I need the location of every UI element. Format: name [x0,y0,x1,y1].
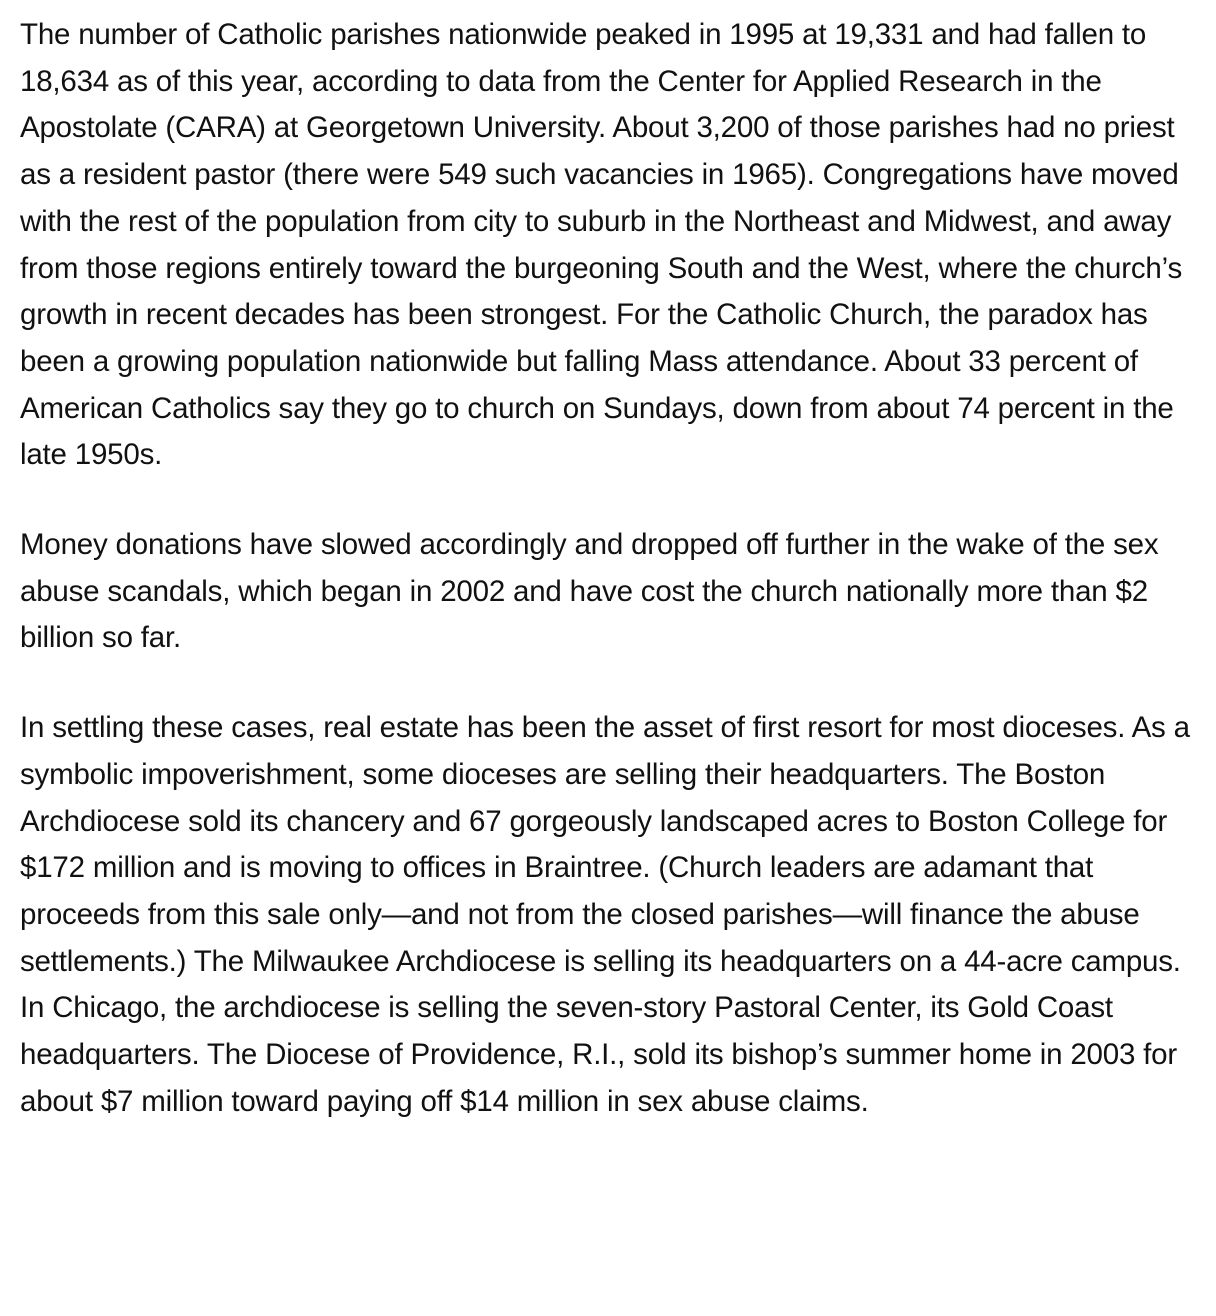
paragraph-parish-decline: The number of Catholic parishes nationwide peaked in 1995 at 19,331 and had fallen to 18,634 as of this year, according to data from the Center for Applied Research in the Apostolate (CARA) at Georgetown University. About 3,200 of those parishes had no priest as a resident pastor (there were 549 such vacancies in 1965). Congregations have moved with the rest of the population from city to suburb in the Northeast and Midwest, and away from those regions entirely toward the burgeoning South and the West, where the church’s growth in recent decades has been strongest. For the Catholic Church, the paradox has been a growing population nationwide but falling Mass attendance. About 33 percent of American Catholics say they go to church on Sundays, down from about 74 percent in the late 1950s. [20,18,1182,472]
paragraph-donations: Money donations have slowed accordingly and dropped off further in the wake of the sex abuse scandals, which began in 2002 and have cost the church nationally more than $2 billion so far. [20,528,1159,655]
paragraph-real-estate-sales: In settling these cases, real estate has been the asset of first resort for most dioceses. As a symbolic impoverishment, some dioceses are selling their headquarters. The Boston Archdiocese sold its chancery and 67 gorgeously landscaped acres to Boston College for $172 million and is moving to offices in Braintree. (Church leaders are adamant that proceeds from this sale only—and not from the closed parishes—will finance the abuse settlements.) The Milwaukee Archdiocese is selling its headquarters on a 44-acre campus. In Chicago, the archdiocese is selling the seven-story Pastoral Center, its Gold Coast headquarters. The Diocese of Providence, R.I., sold its bishop’s summer home in 2003 for about $7 million toward paying off $14 million in sex abuse claims. [20,711,1190,1118]
article-body [20,12,1196,1125]
